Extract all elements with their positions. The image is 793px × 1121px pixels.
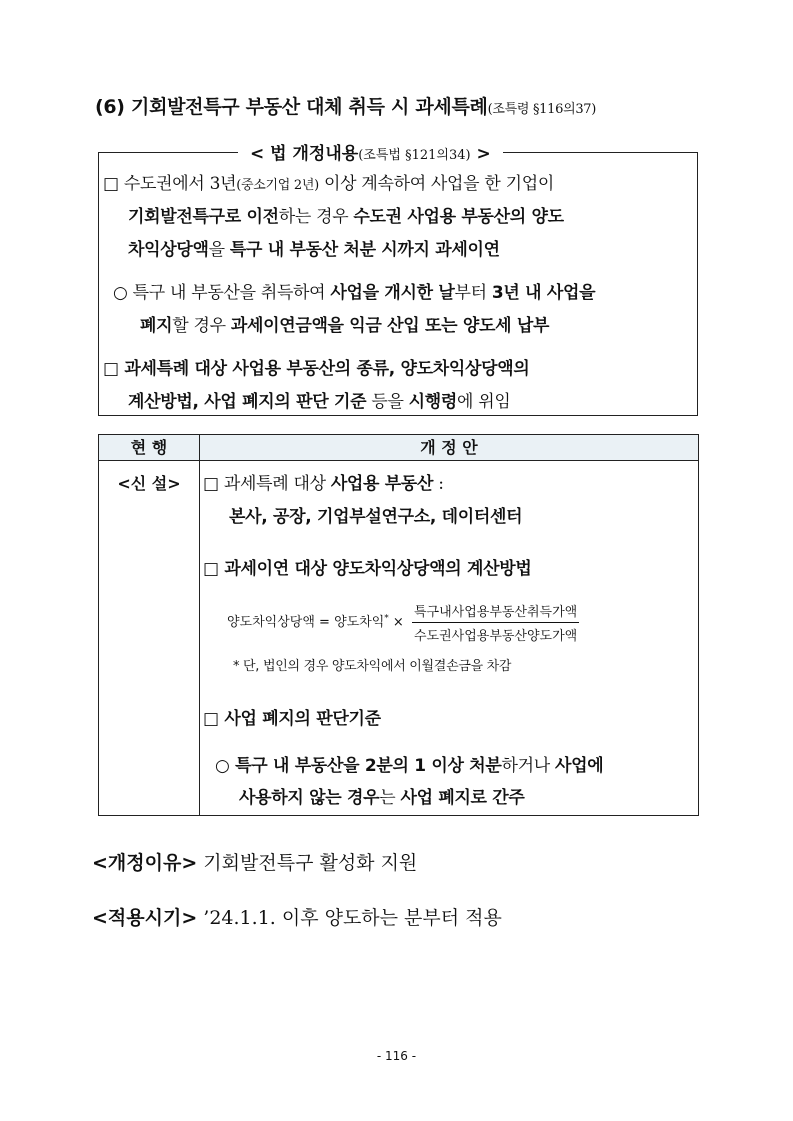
text: 과세이연금액을 익금 산입 또는 양도세 납부 — [230, 316, 550, 336]
summary-item-1-line-1 — [103, 168, 554, 202]
page-number: - 116 - — [376, 1049, 417, 1063]
effective-date-text: ’24.1.1. 이후 양도하는 분부터 적용 — [197, 907, 502, 929]
text: 사업용 부동산 — [330, 474, 434, 494]
row-label-new: <신 설> — [117, 474, 181, 493]
revision-reason-text: 기회발전특구 활성화 지원 — [197, 852, 418, 874]
summary-item-1-line-3 — [128, 234, 500, 267]
formula-fraction — [412, 601, 579, 644]
section-title — [95, 92, 596, 119]
circle-bullet-icon: ○ — [113, 283, 128, 303]
text: 사용하지 않는 경우 — [239, 788, 380, 808]
checkbox-bullet-icon: □ — [203, 559, 219, 579]
summary-item-2-line-2 — [128, 386, 511, 419]
text: 3년 내 사업을 — [491, 283, 596, 303]
text: 수도권에서 3년 — [118, 174, 237, 194]
text: 부터 — [454, 283, 492, 303]
caption-reference: (조특법 §121의34) — [358, 148, 471, 163]
formula-numerator: 특구내사업용부동산취득가액 — [412, 601, 579, 623]
checkbox-bullet-icon: □ — [103, 174, 119, 194]
section-reference: (조특령 §116의37) — [487, 102, 597, 117]
summary-item-2-line-1 — [103, 353, 529, 386]
text: 할 경우 — [172, 316, 231, 336]
text: : — [433, 474, 444, 494]
comparison-table — [98, 434, 699, 816]
summary-caption — [238, 139, 503, 164]
text: 특구 내 부동산을 2분의 1 이상 처분 — [229, 756, 502, 776]
text: 사업 폐지로 간주 — [400, 788, 525, 808]
summary-sub-1-line-1 — [113, 277, 595, 310]
formula-lhs: 양도차익상당액 = 양도차익 — [227, 615, 385, 630]
section-number: (6) — [95, 96, 125, 118]
effective-date — [92, 903, 502, 930]
text: 이상 계속하여 사업을 한 기업이 — [318, 174, 554, 194]
text: 하는 경우 — [278, 207, 354, 227]
revised-item-2 — [203, 554, 531, 579]
text: 계산방법, 사업 폐지의 판단 기준 — [128, 392, 367, 412]
header-revised: 개 정 안 — [420, 438, 478, 457]
calculation-formula — [227, 601, 579, 644]
caption-close: > — [470, 144, 491, 164]
circle-bullet-icon: ○ — [215, 756, 230, 776]
text: 과세이연 대상 양도차익상당액의 계산방법 — [218, 559, 532, 579]
text: 하거나 — [501, 756, 556, 776]
text: 에 위임 — [457, 392, 511, 412]
text: (중소기업 2년) — [236, 178, 319, 193]
text: 특구 내 부동산을 취득하여 — [127, 283, 331, 303]
text: 등을 — [366, 392, 409, 412]
text: 기회발전특구로 이전 — [128, 207, 279, 227]
text: 폐지 — [140, 316, 173, 336]
summary-sub-1-line-2 — [140, 310, 549, 343]
checkbox-bullet-icon: □ — [203, 709, 219, 729]
revision-reason-label: <개정이유> — [92, 852, 198, 874]
text: 시행령 — [408, 392, 458, 412]
revised-item-1-line-2 — [229, 502, 522, 527]
text: 특구 내 부동산 처분 시까지 과세이연 — [229, 240, 500, 260]
checkbox-bullet-icon: □ — [203, 474, 219, 494]
formula-note: * 단, 법인의 경우 양도차익에서 이월결손금을 차감 — [233, 659, 512, 674]
revised-item-4-line-1 — [215, 751, 603, 776]
text: 차익상당액 — [128, 240, 209, 260]
text: 는 — [379, 788, 401, 808]
text: 과세특례 대상 사업용 부동산의 종류, 양도차익상당액의 — [118, 359, 530, 379]
text: 을 — [208, 240, 230, 260]
formula-denominator: 수도권사업용부동산양도가액 — [413, 629, 578, 644]
formula-footnote-mark: * — [384, 613, 389, 624]
text: 수도권 사업용 부동산의 양도 — [353, 207, 564, 227]
revised-item-1-line-1 — [203, 469, 444, 494]
caption-title: 법 개정내용 — [270, 144, 359, 164]
summary-item-1-line-2 — [128, 201, 564, 234]
caption-open: < — [250, 144, 271, 164]
effective-date-label: <적용시기> — [92, 907, 198, 929]
revised-item-3 — [203, 704, 381, 729]
section-title-text: 기회발전특구 부동산 대체 취득 시 과세특례 — [131, 96, 488, 118]
column-divider — [199, 435, 200, 815]
text: 사업 폐지의 판단기준 — [218, 709, 381, 729]
text: 과세특례 대상 — [218, 474, 331, 494]
checkbox-bullet-icon: □ — [103, 359, 119, 379]
revised-item-4-line-2 — [239, 783, 525, 808]
formula-times: × — [388, 615, 404, 630]
header-current: 현 행 — [130, 438, 168, 457]
text: 사업을 개시한 날 — [330, 283, 455, 303]
text: 사업에 — [555, 756, 604, 776]
revision-reason — [92, 848, 417, 875]
text: 본사, 공장, 기업부설연구소, 데이터센터 — [229, 507, 523, 527]
